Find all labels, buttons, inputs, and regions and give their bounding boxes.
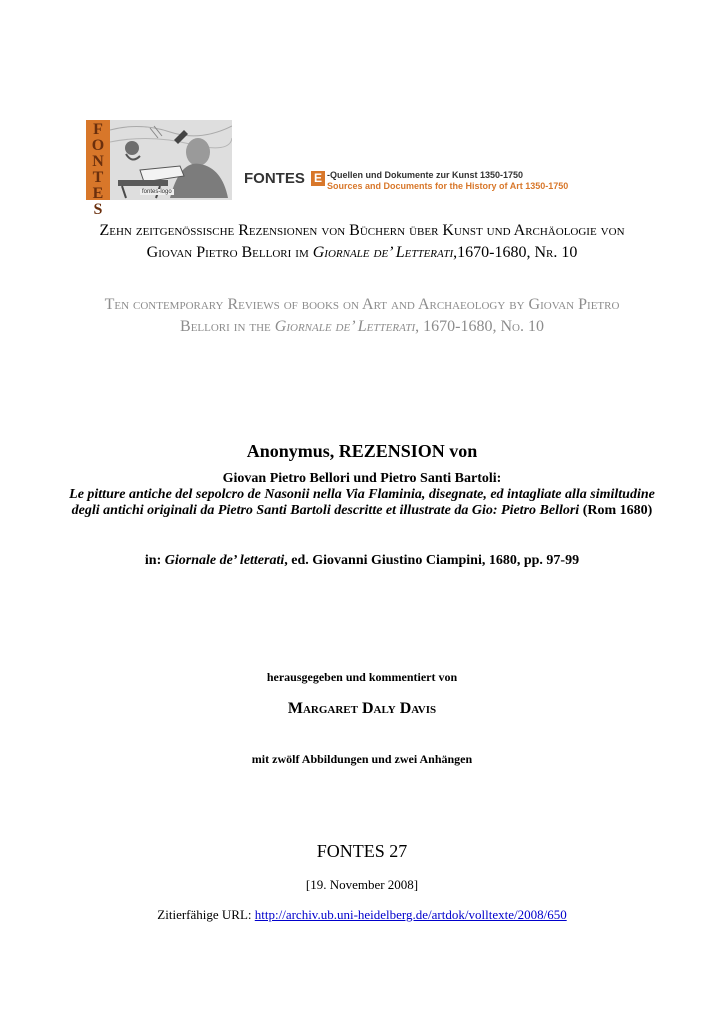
book-place: (Rom 1680)	[579, 503, 653, 518]
title-english-journal: Giornale de’ Letterati	[274, 318, 416, 335]
citation-url-line	[60, 907, 664, 923]
logo-letter: N	[92, 153, 104, 170]
citation-link[interactable]: http://archiv.ub.uni-heidelberg.de/artdok/volltexte/2008/650	[254, 907, 567, 922]
title-german-text: Zehn zeitgenössische Rezensionen von Büchern über Kunst und Archäologie von Giovan Pietro Bellori im	[99, 222, 625, 261]
edited-by-label: herausgegeben und kommentiert von	[266, 670, 458, 684]
series-subtitle-de: -Quellen und Dokumente zur Kunst 1350-1750	[327, 170, 524, 180]
logo-letter: E	[92, 185, 104, 202]
fontes-header	[86, 120, 606, 218]
title-german-journal: Giornale de’ Letterati	[312, 244, 454, 261]
illustrations-note: mit zwölf Abbildungen und zwei Anhängen	[251, 752, 473, 766]
title-english-dates: , 1670-1680, No. 10	[415, 318, 544, 335]
logo-letter: F	[93, 121, 103, 138]
book-citation	[60, 471, 664, 519]
citation-label: Zitierfähige URL:	[157, 907, 255, 922]
logo-letter: T	[92, 169, 104, 186]
publication-date: [19. November 2008]	[305, 877, 419, 892]
journal-details: , ed. Giovanni Giustino Ciampini, 1680, pp. 97-99	[284, 553, 580, 568]
logo-letter: S	[93, 201, 103, 218]
review-heading: Anonymus, REZENSION von	[246, 441, 478, 461]
journal-prefix: in:	[144, 553, 165, 568]
series-subtitle-en: Sources and Documents for the History of Art 1350-1750	[327, 181, 569, 191]
fontes-logo-strip	[86, 120, 110, 218]
title-english	[80, 294, 644, 338]
title-english-text: Ten contemporary Reviews of books on Art and Archaeology by Giovan Pietro Bellori in the	[104, 296, 620, 335]
journal-name: Giornale de’ letterati	[164, 553, 285, 568]
title-german-dates: ,1670-1680, Nr. 10	[453, 244, 578, 261]
e-badge: E	[311, 171, 325, 186]
book-authors: Giovan Pietro Bellori und Pietro Santi Bartoli:	[222, 471, 502, 486]
logo-letter: O	[91, 137, 105, 154]
journal-source	[60, 553, 664, 569]
book-title: Le pitture antiche del sepolcro de Nasonii nella Via Flaminia, disegnate, ed intagliate alla similtudine degli antichi originali da Pietro Santi Bartoli descritte et illustrate da Gio: Pietro Bellori	[69, 487, 655, 518]
scholar-engraving-image	[110, 120, 232, 200]
fontes-wordmark: FONTES	[244, 170, 305, 187]
editor-name: Margaret Daly Davis	[287, 700, 437, 717]
series-number: FONTES 27	[316, 841, 408, 861]
logo-caption: fontes-logo	[142, 189, 172, 195]
title-german	[80, 220, 644, 264]
